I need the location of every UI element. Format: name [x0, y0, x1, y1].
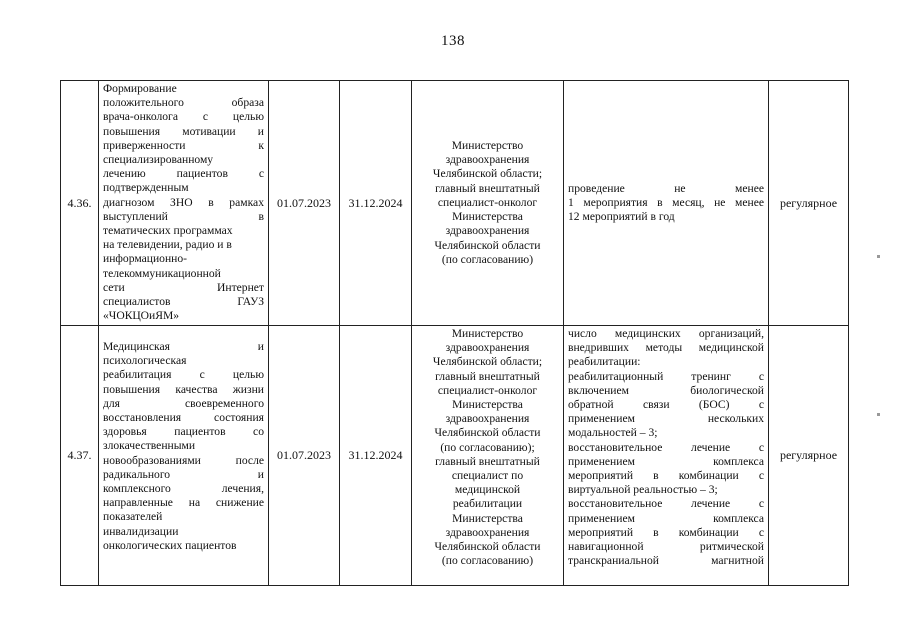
- result-line: проведение не менее: [568, 181, 764, 195]
- result-line: включением биологической: [568, 383, 764, 397]
- responsible-line: Министерства: [452, 511, 523, 525]
- result-line: применением комплекса: [568, 511, 764, 525]
- measure-name-line: повышения мотивации и: [103, 124, 264, 138]
- measure-name: [99, 81, 269, 326]
- measure-name-line: реабилитация с целью: [103, 368, 264, 382]
- measure-name-line: показателей: [103, 510, 163, 524]
- result-line: применением комплекса: [568, 454, 764, 468]
- frequency: регулярное: [769, 326, 849, 586]
- result-line: модальностей – 3;: [568, 426, 658, 440]
- measure-name-line: выступлений в: [103, 209, 264, 223]
- measure-name-line: Медицинская и: [103, 340, 264, 353]
- responsible-line: Министерства: [452, 210, 523, 224]
- responsible-line: здравоохранения: [445, 341, 530, 355]
- result-line: 12 мероприятий в год: [568, 210, 675, 224]
- measure-name-line: положительного образа: [103, 96, 264, 110]
- measure-name-line: специализированному: [103, 153, 214, 167]
- measure-name-line: инвалидизации: [103, 524, 179, 538]
- measure-name-line: направленные на снижение: [103, 496, 264, 510]
- responsible-line: специалист-онколог: [437, 195, 538, 209]
- responsible-line: здравоохранения: [445, 153, 530, 167]
- responsible-line: здравоохранения: [445, 412, 530, 426]
- responsible-line: Министерство: [451, 327, 524, 340]
- scan-speck: [877, 413, 880, 416]
- measure-name-line: злокачественными: [103, 439, 196, 453]
- measure-name-line: телекоммуникационной: [103, 266, 221, 280]
- end-date: 31.12.2024: [340, 326, 412, 586]
- start-date: 01.07.2023: [269, 81, 340, 326]
- result-line: внедривших методы медицинской: [568, 341, 764, 355]
- measure-name-line: комплексного лечения,: [103, 482, 264, 496]
- responsible-line: Челябинской области: [434, 540, 541, 554]
- result-line: обратной связи (БОС) с: [568, 398, 764, 412]
- responsible-line: Челябинской области: [434, 238, 541, 252]
- result-line: реабилитационный тренинг с: [568, 369, 764, 383]
- measure-name: [99, 326, 269, 586]
- responsible-line: медицинской: [454, 483, 521, 497]
- result-line: навигационной ритмической: [568, 540, 764, 554]
- start-date: 01.07.2023: [269, 326, 340, 586]
- measure-name-line: новообразованиями после: [103, 453, 264, 467]
- measure-name-line: подтвержденным: [103, 181, 189, 195]
- table-row: [61, 81, 849, 326]
- result-cell: [564, 81, 769, 326]
- measure-name-line: лечению пациентов с: [103, 167, 264, 181]
- responsible-line: Министерство: [451, 139, 524, 153]
- responsible-line: здравоохранения: [445, 525, 530, 539]
- frequency: регулярное: [769, 81, 849, 326]
- responsible-line: главный внештатный: [435, 181, 540, 195]
- responsible-line: (по согласованию): [441, 554, 534, 568]
- result-line: транскраниальной магнитной: [568, 554, 764, 568]
- result-line: мероприятий в комбинации с: [568, 469, 764, 483]
- responsible-line: (по согласованию);: [440, 440, 535, 454]
- result-line: реабилитации:: [568, 355, 641, 369]
- table-row: [61, 326, 849, 586]
- measure-name-line: диагнозом ЗНО в рамках: [103, 195, 264, 209]
- responsible-line: (по согласованию): [441, 252, 534, 266]
- responsible-line: главный внештатный: [435, 454, 540, 468]
- responsible-line: реабилитации: [452, 497, 523, 511]
- scan-speck: [877, 255, 880, 258]
- result-line: число медицинских организаций,: [568, 327, 764, 340]
- measure-name-line: приверженности к: [103, 138, 264, 152]
- responsible-line: главный внештатный: [435, 369, 540, 383]
- responsible-line: специалист-онколог: [437, 383, 538, 397]
- item-number: 4.37.: [61, 326, 99, 586]
- measure-name-line: информационно-: [103, 252, 188, 266]
- responsible-line: Челябинской области;: [432, 355, 543, 369]
- measure-name-line: «ЧОКЦОиЯМ»: [103, 309, 180, 323]
- measure-name-line: сети Интернет: [103, 280, 264, 294]
- measure-name-line: радикального и: [103, 467, 264, 481]
- responsible-line: здравоохранения: [445, 224, 530, 238]
- responsible-line: Челябинской области;: [432, 167, 543, 181]
- measure-name-line: онкологических пациентов: [103, 538, 237, 552]
- measures-table: [60, 80, 849, 586]
- responsible-cell: [412, 81, 564, 326]
- end-date: 31.12.2024: [340, 81, 412, 326]
- result-cell: [564, 326, 769, 586]
- responsible-cell: [412, 326, 564, 586]
- item-number: 4.36.: [61, 81, 99, 326]
- page-number: 138: [441, 33, 465, 49]
- result-line: 1 мероприятия в месяц, не менее: [568, 195, 764, 209]
- measure-name-line: Формирование: [103, 82, 177, 95]
- responsible-line: специалист по: [451, 469, 524, 483]
- result-line: виртуальной реальностью – 3;: [568, 483, 718, 497]
- responsible-line: Министерства: [452, 398, 523, 412]
- measure-name-line: тематических программах: [103, 224, 233, 238]
- measure-name-line: специалистов ГАУЗ: [103, 295, 264, 309]
- result-line: восстановительное лечение с: [568, 497, 764, 511]
- result-line: мероприятий в комбинации с: [568, 525, 764, 539]
- result-line: применением нескольких: [568, 412, 764, 426]
- measure-name-line: для своевременного: [103, 396, 264, 410]
- measure-name-line: повышения качества жизни: [103, 382, 264, 396]
- measure-name-line: врача-онколога с целью: [103, 110, 264, 124]
- measure-name-line: восстановления состояния: [103, 411, 264, 425]
- responsible-line: Челябинской области: [434, 426, 541, 440]
- result-line: восстановительное лечение с: [568, 440, 764, 454]
- measure-name-line: психологическая: [103, 354, 187, 368]
- measure-name-line: на телевидении, радио и в: [103, 238, 232, 252]
- measure-name-line: здоровья пациентов со: [103, 425, 264, 439]
